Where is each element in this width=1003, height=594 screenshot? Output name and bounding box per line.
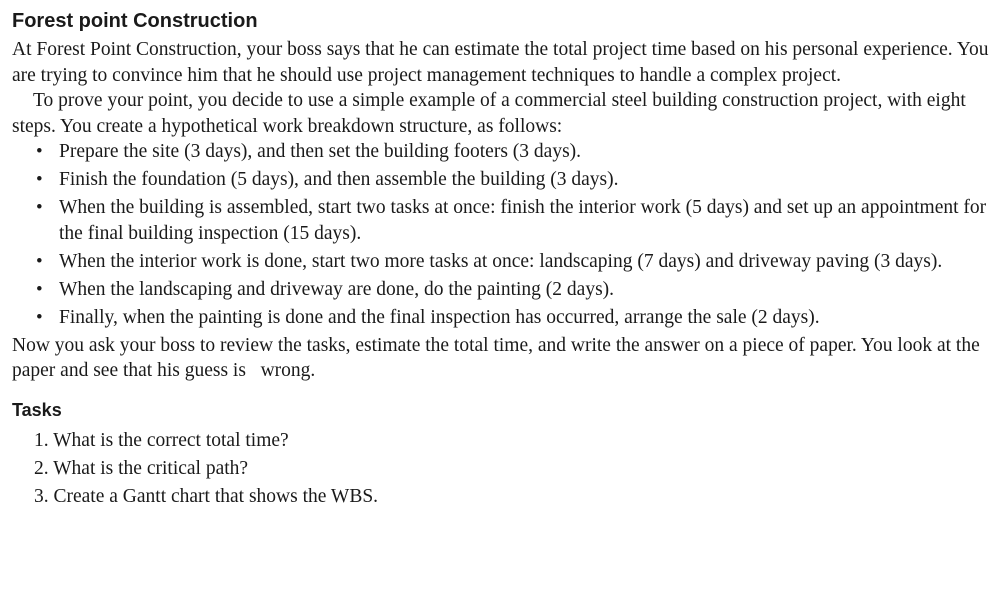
task-item: 1. What is the correct total time?: [34, 429, 289, 451]
example-paragraph: To prove your point, you decide to use a simple example of a commercial steel building construction project, with eight steps. You create a hypothetical work breakdown structure, as follows:: [12, 90, 966, 137]
bullet-icon: •: [36, 169, 43, 190]
wbs-step-item: [12, 195, 992, 246]
wbs-step-item: [12, 305, 992, 331]
document-page: [12, 8, 992, 512]
bullet-icon: •: [36, 278, 43, 300]
intro-paragraph: At Forest Point Construction, your boss says that he can estimate the total project time based on his personal experience. You are trying to convince him that he should use project management techniques to handle a complex project.: [12, 39, 989, 86]
wbs-step-item: [12, 249, 992, 275]
task-item: 2. What is the critical path?: [34, 457, 249, 479]
task-list: [12, 428, 992, 510]
tasks-heading: Tasks: [12, 399, 62, 420]
wbs-step-text: Prepare the site (3 days), and then set the building footers (3 days).: [59, 141, 582, 162]
wbs-step-text: Finish the foundation (5 days), and then assemble the building (3 days).: [59, 169, 619, 190]
bullet-icon: •: [36, 250, 43, 272]
wbs-step-item: [12, 139, 992, 165]
wbs-step-item: [12, 167, 992, 193]
wbs-step-item: [12, 277, 992, 303]
wbs-step-text: When the interior work is done, start two more tasks at once: landscaping (7 days) and driveway paving (3 days).: [59, 250, 943, 272]
bullet-icon: •: [36, 197, 43, 218]
bullet-icon: •: [36, 306, 43, 328]
task-item: 3. Create a Gantt chart that shows the WBS.: [34, 485, 379, 507]
wbs-step-list: [12, 139, 992, 330]
conclusion-paragraph: Now you ask your boss to review the tasks, estimate the total time, and write the answer on a piece of paper. You look at the paper and see that his guess is wrong.: [12, 334, 985, 381]
bullet-icon: •: [36, 141, 43, 162]
wbs-step-text: Finally, when the painting is done and the final inspection has occurred, arrange the sale (2 days).: [59, 306, 820, 328]
wbs-step-text: When the building is assembled, start two tasks at once: finish the interior work (5 days) and set up an appointment for the final building inspection (15 days).: [59, 197, 987, 244]
document-title: Forest point Construction: [12, 10, 258, 32]
wbs-step-text: When the landscaping and driveway are done, do the painting (2 days).: [59, 278, 615, 300]
